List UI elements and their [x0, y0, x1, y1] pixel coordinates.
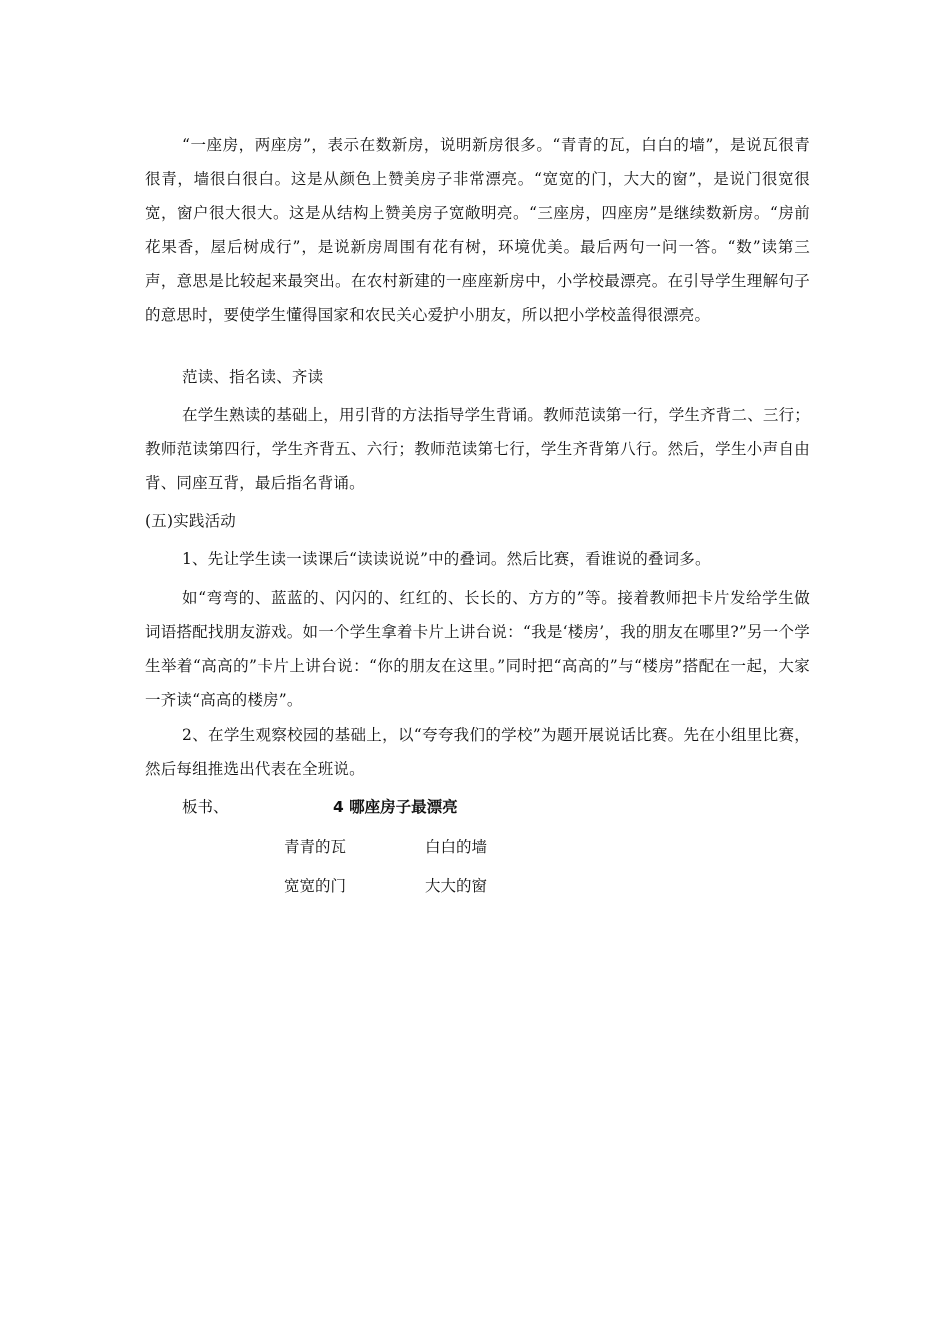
board-row1-left: 青青的瓦 [284, 838, 347, 856]
paragraph-word-game: 如“弯弯的、蓝蓝的、闪闪的、红红的、长长的、方方的”等。接着教师把卡片发给学生做词语搭配找朋友游戏。如一个学生拿着卡片上讲台说：“我是‘楼房’，我的朋友在哪里?”另一个学生举着“高高的”卡片上讲台说：“你的朋友在这里。”同时把“高高的”与“楼房”搭配在一起，大家一齐读“高高的楼房”。 [145, 589, 810, 709]
section-heading-practice: (五)实践活动 [145, 512, 236, 530]
paragraph-activity-2: 2、在学生观察校园的基础上，以“夸夸我们的学校”为题开展说话比赛。先在小组里比赛，然后每组推选出代表在全班说。 [145, 726, 810, 778]
board-title: 4 哪座房子最漂亮 [333, 798, 458, 816]
board-row2-left: 宽宽的门 [284, 877, 347, 895]
board-row1-right: 白白的墙 [425, 838, 488, 856]
paragraph-recitation-guide: 在学生熟读的基础上，用引背的方法指导学生背诵。教师范读第一行，学生齐背二、三行；教师范读第四行，学生齐背五、六行；教师范读第七行，学生齐背第八行。然后，学生小声自由背、同座互背，最后指名背诵。 [145, 406, 811, 492]
board-label: 板书、 [182, 798, 229, 816]
paragraph-reading-methods: 范读、指名读、齐读 [182, 368, 324, 386]
paragraph-activity-1: 1、先让学生读一读课后“读读说说”中的叠词。然后比赛，看谁说的叠词多。 [182, 550, 711, 568]
paragraph-poem-explanation: “一座房，两座房”，表示在数新房，说明新房很多。“青青的瓦，白白的墙”，是说瓦很青很青，墙很白很白。这是从颜色上赞美房子非常漂亮。“宽宽的门，大大的窗”，是说门很宽很宽，窗户很大很大。这是从结构上赞美房子宽敞明亮。“三座房，四座房”是继续数新房。“房前花果香，屋后树成行”，是说新房周围有花有树，环境优美。最后两句一问一答。“数”读第三声，意思是比较起来最突出。在农村新建的一座座新房中，小学校最漂亮。在引导学生理解句子的意思时，要使学生懂得国家和农民关心爱护小朋友，所以把小学校盖得很漂亮。 [145, 136, 810, 324]
board-row2-right: 大大的窗 [425, 877, 488, 895]
